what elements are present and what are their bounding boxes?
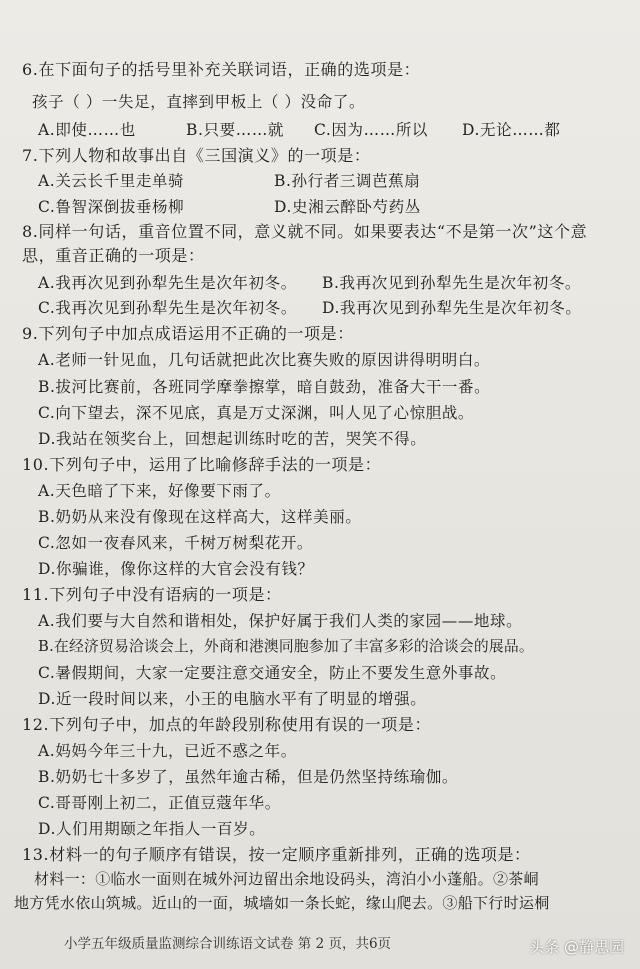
q11-option-b: B.在经济贸易洽谈会上，外商和港澳同胞参加了丰富多彩的洽谈会的展品。 xyxy=(38,638,534,655)
q8-option-d: D.我再次见到孙犁先生是次年初冬。 xyxy=(322,299,582,317)
q10-option-b: B.奶奶从来没有像现在这样高大，这样美丽。 xyxy=(38,508,362,526)
q6-option-c: C.因为……所以 xyxy=(314,121,429,139)
q7-option-b: B.孙行者三调芭蕉扇 xyxy=(274,172,421,190)
q7-option-a: A.关云长千里走单骑 xyxy=(38,172,185,190)
watermark: 头条 @静思园 xyxy=(529,938,624,956)
q10-option-d: D.你骗谁，像你这样的大官会没有钱？ xyxy=(38,560,314,578)
q7-option-c: C.鲁智深倒拔垂杨柳 xyxy=(38,198,185,216)
q9-option-d: D.我站在领奖台上，回想起训练时吃的苦，哭笑不得。 xyxy=(38,430,427,448)
q12-option-b: B.奶奶七十多岁了，虽然年逾古稀，但是仍然坚持练瑜伽。 xyxy=(38,768,459,786)
q8-option-c: C.我再次见到孙犁先生是次年初冬。 xyxy=(38,299,297,317)
q7-option-d: D.史湘云醉卧芍药丛 xyxy=(274,198,421,216)
q10-option-a: A.天色暗了下来，好像要下雨了。 xyxy=(38,482,281,500)
question-11-stem: 11.下列句子中没有语病的一项是： xyxy=(22,585,282,604)
q13-material-line1: 材料一：①临水一面则在城外河边留出余地设码头，湾泊小小蓬船。②茶峒 xyxy=(34,870,539,888)
question-6-sentence: 孩子（ ）一失足，直摔到甲板上（ ）没命了。 xyxy=(32,93,366,111)
q11-option-a: A.我们要与大自然和谐相处，保护好属于我们人类的家园——地球。 xyxy=(38,612,523,630)
question-13-stem: 13.材料一的句子顺序有错误，按一定顺序重新排列，正确的选项是： xyxy=(22,845,531,864)
q6-option-a: A.即使……也 xyxy=(38,121,136,139)
question-10-stem: 10.下列句子中，运用了比喻修辞手法的一项是： xyxy=(22,455,382,474)
q12-option-a: A.妈妈今年三十九，已近不惑之年。 xyxy=(38,742,297,760)
q8-option-a: A.我再次见到孙犁先生是次年初冬。 xyxy=(38,274,297,292)
q8-option-b: B.我再次见到孙犁先生是次年初冬。 xyxy=(322,274,582,292)
q6-option-d: D.无论……都 xyxy=(462,121,561,139)
q6-option-b: B.只要……就 xyxy=(186,121,285,139)
q11-option-c: C.暑假期间，大家一定要注意交通安全，防止不要发生意外事故。 xyxy=(38,664,507,682)
q9-option-a: A.老师一针见血，几句话就把此次比赛失败的原因讲得明明白。 xyxy=(38,351,491,369)
question-9-stem: 9.下列句子中加点成语运用不正确的一项是： xyxy=(22,324,354,343)
q11-option-d: D.近一段时间以来，小王的电脑水平有了明显的增强。 xyxy=(38,690,427,708)
q10-option-c: C.忽如一夜春风来，千树万树梨花开。 xyxy=(38,534,314,552)
q9-option-b: B.拔河比赛前，各班同学摩拳擦掌，暗自鼓劲，准备大干一番。 xyxy=(38,378,491,396)
question-7-stem: 7.下列人物和故事出自《三国演义》的一项是： xyxy=(22,146,371,165)
q13-material-line2: 地方凭水依山筑城。近山的一面，城墙如一条长蛇，缘山爬去。③船下行时运桐 xyxy=(14,894,550,912)
q12-option-d: D.人们用期颐之年指人一百岁。 xyxy=(38,820,266,838)
q9-option-c: C.向下望去，深不见底，真是万丈深渊，叫人见了心惊胆战。 xyxy=(38,404,475,422)
question-8-stem-line1: 8.同样一句话，重音位置不同，意义就不同。如果要表达“不是第一次”这个意 xyxy=(22,222,588,241)
question-6-stem: 6.在下面句子的括号里补充关联词语，正确的选项是： xyxy=(22,60,421,79)
question-8-stem-line2: 思，重音正确的一项是： xyxy=(22,246,205,265)
question-12-stem: 12.下列句子中，加点的年龄段别称使用有误的一项是： xyxy=(22,715,432,734)
q12-option-c: C.哥哥刚上初二，正值豆蔻年华。 xyxy=(38,794,281,812)
page-footer: 小学五年级质量监测综合训练语文试卷 第 2 页，共6页 xyxy=(64,936,392,952)
